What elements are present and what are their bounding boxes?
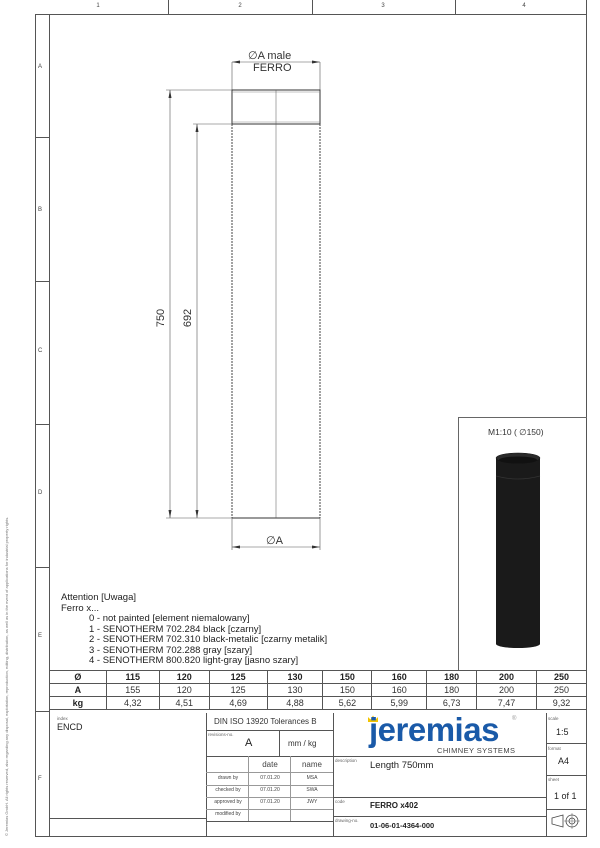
cell: 4,69 xyxy=(209,697,267,710)
cell: 130 xyxy=(267,671,323,684)
dim-750: 750 xyxy=(155,308,168,328)
row-label-e: E xyxy=(38,633,43,639)
cell: 115 xyxy=(106,671,159,684)
code-value: FERRO x402 xyxy=(370,801,419,810)
cell: 130 xyxy=(267,684,323,697)
cell: 9,32 xyxy=(537,697,587,710)
pipe-3d-icon xyxy=(490,450,550,650)
cell: 125 xyxy=(209,671,267,684)
bottom-dim-label: ∅A xyxy=(266,535,283,547)
cell: 120 xyxy=(159,671,209,684)
top-dim-label: ∅A male xyxy=(248,50,292,62)
row-label-a: A xyxy=(38,64,43,70)
first-angle-projection-icon xyxy=(551,813,581,829)
sheet-value: 1 of 1 xyxy=(554,791,577,801)
format-label: format xyxy=(548,746,561,751)
signoff-date: 07.01.20 xyxy=(260,775,280,781)
registered-mark: ® xyxy=(512,716,517,722)
cell: 5,99 xyxy=(372,697,427,710)
top-dim-sublabel: FERRO xyxy=(253,62,292,74)
revisions-label: revisions-no. xyxy=(208,732,234,737)
signoff-role: checked by xyxy=(215,787,241,793)
table-row-kg xyxy=(50,697,587,710)
code-label: code xyxy=(335,799,345,804)
signoff-name: SWA xyxy=(306,787,318,793)
signoff-date: 07.01.20 xyxy=(260,787,280,793)
table-row-a xyxy=(50,684,587,697)
spec-table xyxy=(49,670,587,710)
notes-title: Attention [Uwaga] xyxy=(61,592,136,603)
cell: 4,32 xyxy=(106,697,159,710)
dim-692: 692 xyxy=(182,308,195,328)
copyright-notice: © Jeremias GmbH. All rights reserved, also regarding any disposal, exploitation, reproduction, editing, distribution, as well as in the event of applications for industrial property rights. xyxy=(4,516,9,836)
row-label-c: C xyxy=(38,348,43,354)
cell: 200 xyxy=(477,671,537,684)
cell: 150 xyxy=(323,684,372,697)
row-header: Ø xyxy=(50,671,107,684)
logo-tagline: CHIMNEY SYSTEMS xyxy=(437,746,516,755)
cell: 5,62 xyxy=(323,697,372,710)
cell: 150 xyxy=(323,671,372,684)
scale-label: scale xyxy=(548,716,559,721)
logo-wordmark: jeremias xyxy=(369,711,499,748)
cell: 160 xyxy=(372,684,427,697)
drawing-no-label: drawing-no. xyxy=(335,818,359,823)
notes-subtitle: Ferro x... xyxy=(61,602,100,614)
scale-value: 1:5 xyxy=(556,727,569,737)
notes-item: 3 - SENOTHERM 702.288 gray [szary] xyxy=(89,644,253,656)
index-label: index xyxy=(57,716,68,721)
cell: 155 xyxy=(106,684,159,697)
cell: 180 xyxy=(427,671,477,684)
column-label-3: 3 xyxy=(381,3,385,9)
notes-item: 0 - not painted [element niemalowany] xyxy=(89,613,250,624)
jeremias-logo xyxy=(367,713,517,757)
row-label-d: D xyxy=(38,490,43,496)
name-header: name xyxy=(301,760,322,769)
date-header: date xyxy=(262,760,278,769)
description-value: Length 750mm xyxy=(370,760,434,771)
cell: 200 xyxy=(477,684,537,697)
row-header: kg xyxy=(50,697,107,710)
drawing-no-value: 01-06-01-4364-000 xyxy=(370,821,435,830)
index-value: ENCD xyxy=(57,722,83,732)
format-value: A4 xyxy=(558,756,570,766)
tolerance-standard: DIN ISO 13920 Tolerances B xyxy=(214,717,317,726)
cell: 7,47 xyxy=(477,697,537,710)
cell: 6,73 xyxy=(427,697,477,710)
signoff-name: JWY xyxy=(306,799,318,805)
description-label: description xyxy=(335,758,357,763)
cell: 125 xyxy=(209,684,267,697)
signoff-role: drawn by xyxy=(217,775,239,781)
coating-notes xyxy=(61,593,327,667)
column-label-1: 1 xyxy=(96,3,100,9)
column-label-4: 4 xyxy=(522,3,526,9)
notes-item: 1 - SENOTHERM 702.284 black [czarny] xyxy=(89,623,262,635)
cell: 120 xyxy=(159,684,209,697)
preview-scale-label: M1:10 ( ∅150) xyxy=(488,427,544,437)
table-row-diameter xyxy=(50,671,587,684)
sheet-label: sheet xyxy=(548,777,560,782)
cell: 4,51 xyxy=(159,697,209,710)
signoff-name: MSA xyxy=(306,775,318,781)
signoff-role: approved by xyxy=(214,799,242,805)
cell: 180 xyxy=(427,684,477,697)
units: mm / kg xyxy=(288,739,317,748)
row-label-f: F xyxy=(38,776,42,782)
signoff-date: 07.01.20 xyxy=(260,799,280,805)
cell: 250 xyxy=(537,684,587,697)
signoff-role: modified by xyxy=(215,811,241,817)
notes-item: 2 - SENOTHERM 702.310 black-metalic [czarny metalik] xyxy=(89,634,328,645)
cell: 160 xyxy=(372,671,427,684)
row-header: A xyxy=(50,684,107,697)
revision-value: A xyxy=(245,737,253,749)
row-label-b: B xyxy=(38,207,43,213)
cell: 250 xyxy=(537,671,587,684)
notes-item: 4 - SENOTHERM 800.820 light-gray [jasno szary] xyxy=(89,655,299,666)
column-label-2: 2 xyxy=(238,3,242,9)
cell: 4,88 xyxy=(267,697,323,710)
